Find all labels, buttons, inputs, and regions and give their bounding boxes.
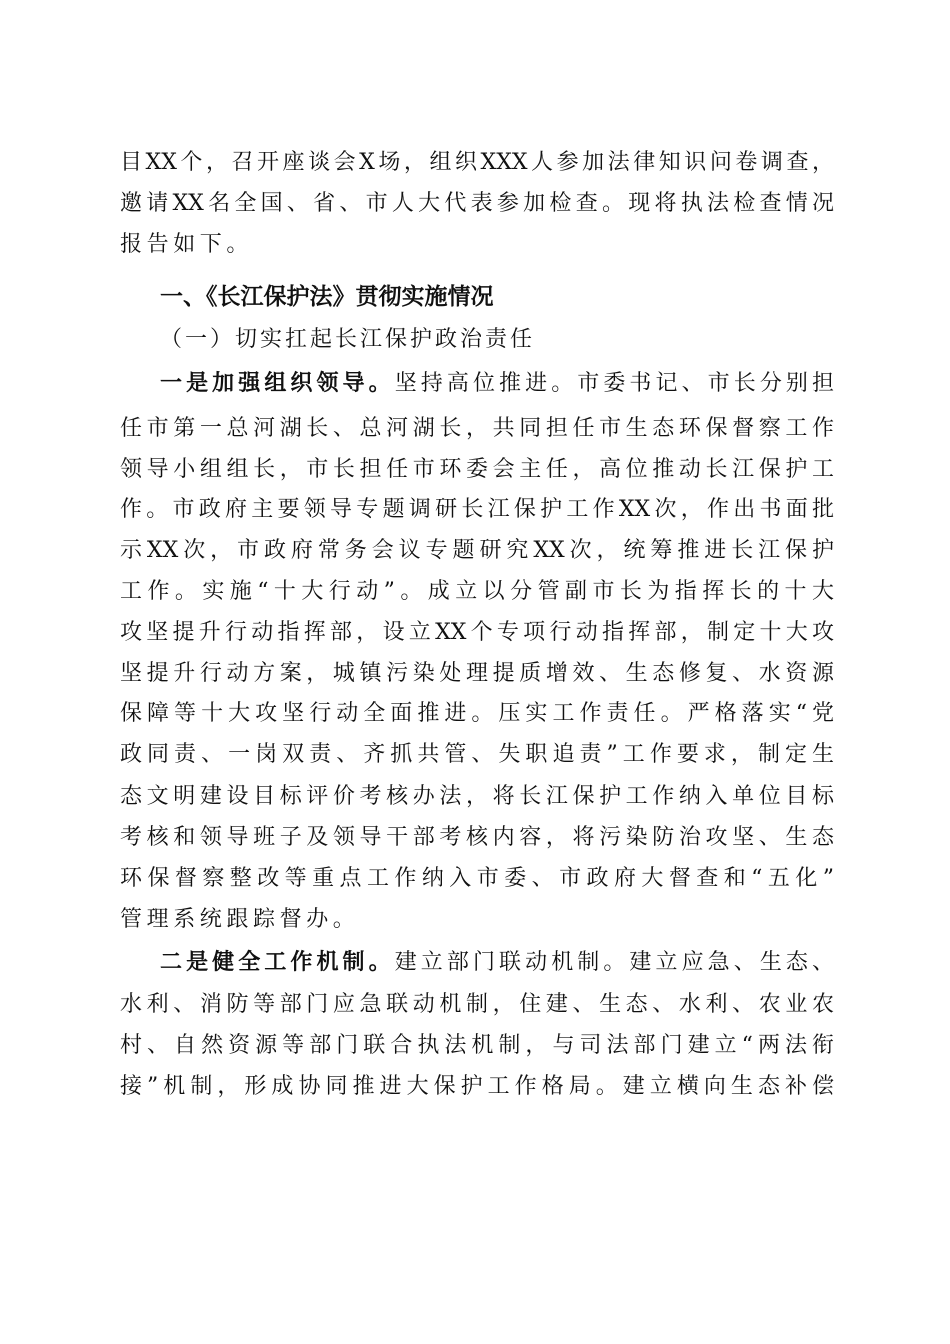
paragraph-1-line: 作。市政府主要领导专题调研长江保护工作XX次，作出书面批 (120, 497, 834, 522)
paragraph-1-line: 任市第一总河湖长、总河湖长，共同担任市生态环保督察工作 (120, 416, 834, 441)
intro-line-3: 报告如下。 (120, 232, 254, 257)
paragraph-1-line: 示XX次，市政府常务会议专题研究XX次，统筹推进长江保护 (120, 538, 834, 563)
paragraph-1-line: 管理系统跟踪督办。 (120, 907, 360, 932)
paragraph-2-first-line-text: 建立部门联动机制。建立应急、生态、 (394, 950, 834, 975)
paragraph-1-line: 保障等十大攻坚行动全面推进。压实工作责任。严格落实“党 (120, 701, 834, 726)
paragraph-1-line: 环保督察整改等重点工作纳入市委、市政府大督查和“五化” (120, 866, 834, 891)
paragraph-2-line: 接”机制，形成协同推进大保护工作格局。建立横向生态补偿 (120, 1074, 834, 1099)
paragraph-1-line: 领导小组组长，市长担任市环委会主任，高位推动长江保护工 (120, 457, 834, 482)
paragraph-1-line: 攻坚提升行动指挥部，设立XX个专项行动指挥部，制定十大攻 (120, 620, 834, 645)
paragraph-2-lead: 二是健全工作机制。 (160, 949, 395, 975)
paragraph-1-line: 态文明建设目标评价考核办法，将长江保护工作纳入单位目标 (120, 784, 834, 809)
section-heading: 一、《长江保护法》贯彻实施情况 (160, 284, 494, 310)
paragraph-1-line: 政同责、一岗双责、齐抓共管、失职追责”工作要求，制定生 (120, 742, 834, 767)
paragraph-1-first-line-text: 坚持高位推进。市委书记、市长分别担 (394, 371, 834, 396)
paragraph-1-line: 坚提升行动方案，城镇污染处理提质增效、生态修复、水资源 (120, 661, 834, 686)
paragraph-1-first-line (160, 363, 834, 403)
paragraph-2-first-line (160, 942, 834, 982)
paragraph-2-line: 村、自然资源等部门联合执法机制，与司法部门建立“两法衔 (120, 1033, 834, 1058)
subsection-heading: （一）切实扛起长江保护政治责任 (160, 327, 536, 352)
paragraph-1-line: 考核和领导班子及领导干部考核内容，将污染防治攻坚、生态 (120, 825, 834, 850)
paragraph-1-lead: 一是加强组织领导。 (160, 370, 395, 396)
paragraph-2-line: 水利、消防等部门应急联动机制，住建、生态、水利、农业农 (120, 992, 834, 1017)
paragraph-1-line: 工作。实施“十大行动”。成立以分管副市长为指挥长的十大 (120, 579, 834, 604)
intro-line-2: 邀请XX名全国、省、市人大代表参加检查。现将执法检查情况 (120, 191, 834, 216)
intro-line-1: 目XX个，召开座谈会X场，组织XXX人参加法律知识问卷调查， (120, 150, 834, 175)
